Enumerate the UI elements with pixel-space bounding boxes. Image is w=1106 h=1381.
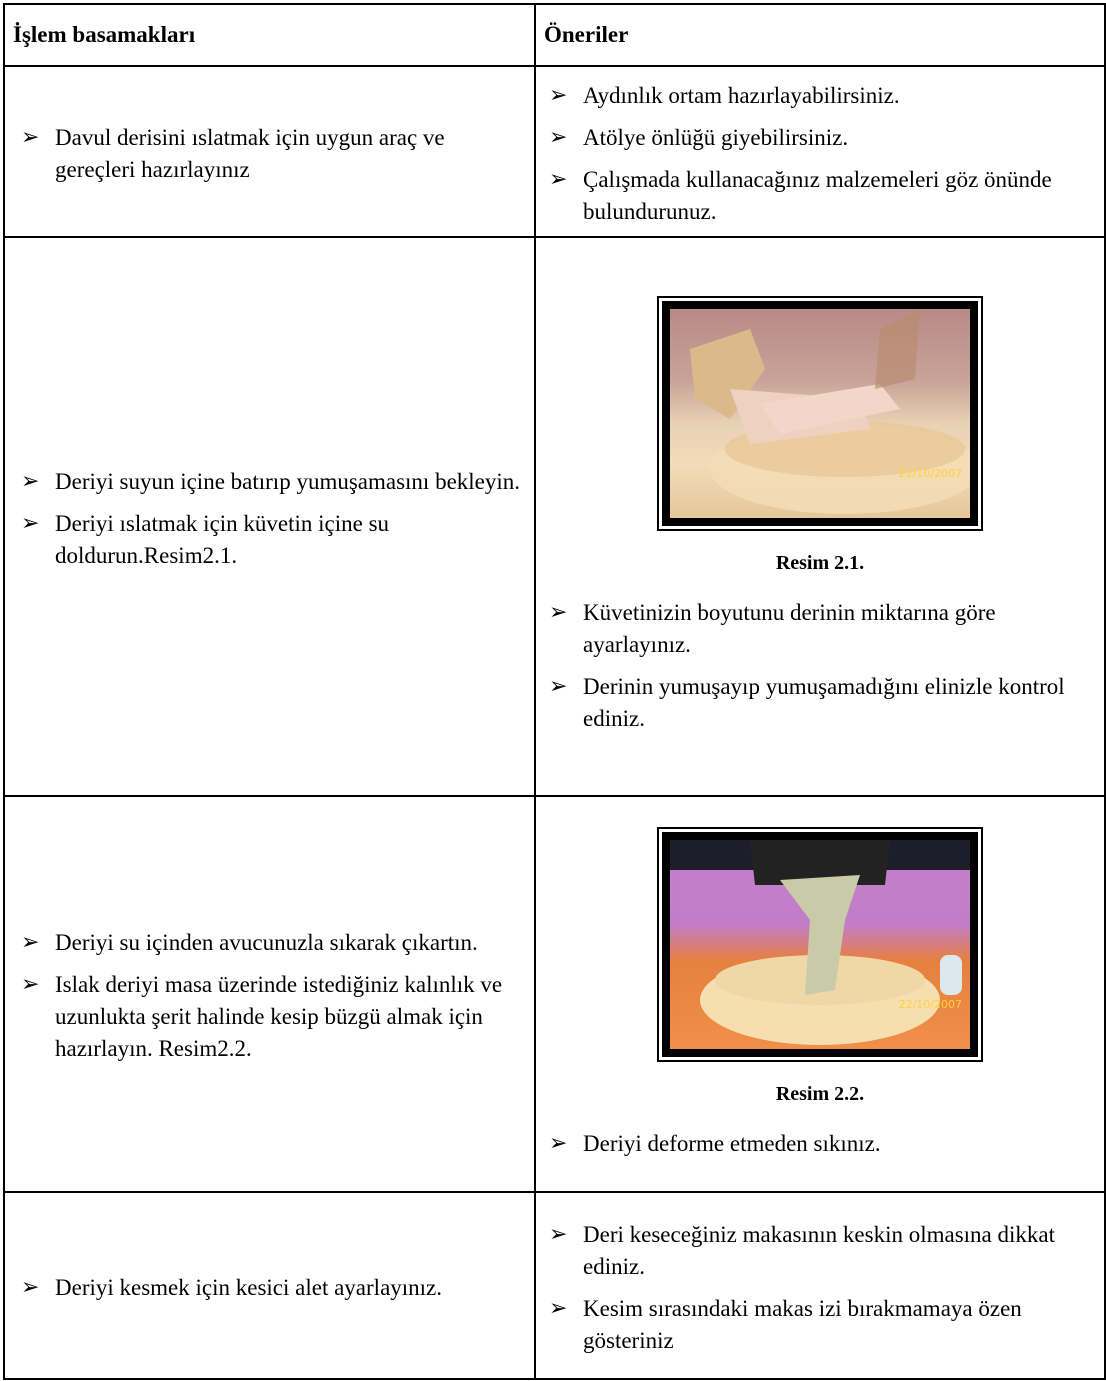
arrow-bullet-icon: ➢ bbox=[21, 124, 40, 150]
photo-date-stamp: 22/10/2007 bbox=[898, 997, 962, 1011]
photo-squeezing-hide bbox=[670, 840, 970, 1049]
tip-item: ➢ Derinin yumuşayıp yumuşamadığını elinizle kontrol ediniz. bbox=[536, 671, 1104, 735]
steps-table bbox=[3, 3, 1106, 1380]
header-tips-label: Öneriler bbox=[544, 22, 629, 47]
arrow-bullet-icon: ➢ bbox=[549, 1130, 568, 1156]
arrow-bullet-icon: ➢ bbox=[549, 600, 568, 625]
table-row bbox=[4, 237, 1105, 796]
table-row bbox=[4, 1192, 1105, 1379]
header-row bbox=[4, 4, 1105, 66]
arrow-bullet-icon: ➢ bbox=[21, 510, 40, 536]
photo-frame bbox=[657, 827, 983, 1062]
photo-block bbox=[536, 292, 1104, 531]
tip-item: ➢ Küvetinizin boyutunu derinin miktarına göre ayarlayınız. bbox=[536, 597, 1104, 661]
tip-item: ➢ Atölye önlüğü giyebilirsiniz. bbox=[536, 122, 1104, 154]
tips-cell bbox=[535, 1192, 1105, 1379]
step-item: ➢ Deriyi ıslatmak için küvetin içine su doldurun.Resim2.1. bbox=[8, 508, 534, 572]
step-item: ➢ Davul derisini ıslatmak için uygun araç ve gereçleri hazırlayınız bbox=[8, 122, 534, 186]
arrow-bullet-icon: ➢ bbox=[21, 930, 40, 955]
tips-cell bbox=[535, 237, 1105, 796]
arrow-bullet-icon: ➢ bbox=[549, 674, 568, 699]
arrow-bullet-icon: ➢ bbox=[21, 1274, 40, 1300]
photo-caption: Resim 2.1. bbox=[775, 552, 865, 574]
photo-caption: Resim 2.2. bbox=[775, 1082, 865, 1105]
photo-date-stamp: 22/10/2007 bbox=[898, 467, 962, 480]
header-steps bbox=[4, 4, 535, 66]
header-tips bbox=[535, 4, 1105, 66]
photo-hands-soaking-hide bbox=[670, 309, 970, 518]
step-item: ➢ Deriyi suyun içine batırıp yumuşamasını bekleyin. bbox=[8, 466, 534, 498]
steps-cell bbox=[4, 66, 535, 237]
table-row bbox=[4, 796, 1105, 1192]
step-item: ➢ Islak deriyi masa üzerinde istediğiniz kalınlık ve uzunlukta şerit halinde kesip büzgü almak için hazırlayın. Resim2.2. bbox=[8, 969, 534, 1065]
steps-cell bbox=[4, 1192, 535, 1379]
arrow-bullet-icon: ➢ bbox=[549, 124, 568, 150]
step-item: ➢ Deriyi kesmek için kesici alet ayarlayınız. bbox=[8, 1272, 534, 1304]
steps-cell bbox=[4, 237, 535, 796]
arrow-bullet-icon: ➢ bbox=[549, 1221, 568, 1247]
arrow-bullet-icon: ➢ bbox=[549, 82, 568, 108]
tips-cell bbox=[535, 66, 1105, 237]
tip-item: ➢ Aydınlık ortam hazırlayabilirsiniz. bbox=[536, 80, 1104, 112]
arrow-bullet-icon: ➢ bbox=[549, 1295, 568, 1321]
tips-cell bbox=[535, 796, 1105, 1192]
steps-cell bbox=[4, 796, 535, 1192]
step-item: ➢ Deriyi su içinden avucunuzla sıkarak çıkartın. bbox=[8, 927, 534, 959]
arrow-bullet-icon: ➢ bbox=[549, 166, 568, 192]
tip-item: ➢ Deri keseceğiniz makasının keskin olmasına dikkat ediniz. bbox=[536, 1219, 1104, 1283]
tip-item: ➢ Kesim sırasındaki makas izi bırakmamaya özen gösteriniz bbox=[536, 1293, 1104, 1357]
photo-block bbox=[536, 823, 1104, 1062]
arrow-bullet-icon: ➢ bbox=[21, 972, 40, 997]
tip-item: ➢ Çalışmada kullanacağınız malzemeleri göz önünde bulundurunuz. bbox=[536, 164, 1104, 228]
photo-frame bbox=[657, 296, 983, 531]
header-steps-label: İşlem basamakları bbox=[13, 22, 196, 47]
arrow-bullet-icon: ➢ bbox=[21, 468, 40, 494]
tip-item: ➢ Deriyi deforme etmeden sıkınız. bbox=[536, 1128, 1104, 1160]
table-row bbox=[4, 66, 1105, 237]
